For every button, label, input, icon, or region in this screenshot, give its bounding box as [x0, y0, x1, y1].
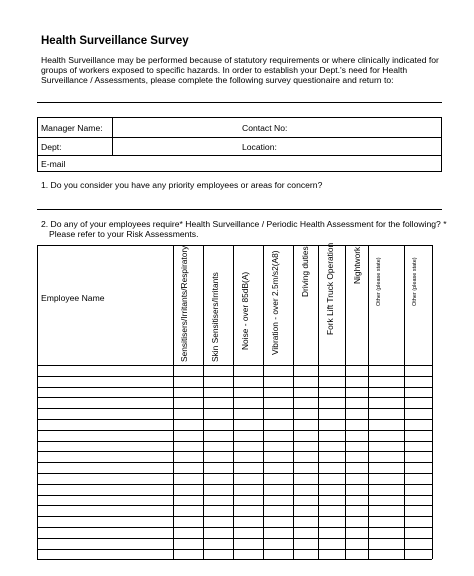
table-row-line [37, 419, 432, 420]
table-border-left [37, 245, 38, 559]
form-divider-2 [37, 155, 442, 156]
table-row-line [37, 397, 432, 398]
table-border-right [432, 245, 433, 559]
table-row-line [37, 516, 432, 517]
intro-line-1: Health Surveillance may be performed because of statutory requirements or where clinically indicated for [41, 55, 439, 65]
table-column-line [173, 245, 174, 559]
contact-no-label: Contact No: [242, 123, 288, 133]
table-row-line [37, 538, 432, 539]
intro-line-3: Surveillance / Assessments, please complete the following survey questionaire and return to: [41, 75, 394, 85]
table-row-line [37, 559, 432, 560]
table-row-line [37, 451, 432, 452]
table-row-line [37, 441, 432, 442]
dept-label: Dept: [41, 142, 62, 152]
form-divider-1 [37, 137, 442, 138]
table-row-line [37, 387, 432, 388]
table-column-line [263, 245, 264, 559]
table-row-line [37, 484, 432, 485]
question-1: 1. Do you consider you have any priority employees or areas for concern? [41, 180, 323, 190]
form-border-left [37, 117, 38, 171]
table-column-line [233, 245, 234, 559]
table-row-line [37, 495, 432, 496]
intro-line-2: groups of workers exposed to specific hazards. In order to establish your Dept.'s need for Health [41, 65, 408, 75]
page-title: Health Surveillance Survey [41, 35, 189, 47]
question-2-note: Please refer to your Risk Assessments. [49, 229, 199, 239]
form-label-divider [112, 117, 113, 155]
table-column-line [293, 245, 294, 559]
table-row-line [37, 527, 432, 528]
table-column-line [368, 245, 369, 559]
table-column-line [404, 245, 405, 559]
table-row-line [37, 505, 432, 506]
table-column-line [318, 245, 319, 559]
form-border-right [441, 117, 442, 171]
table-column-line [345, 245, 346, 559]
table-column-line [203, 245, 204, 559]
table-row-line [37, 376, 432, 377]
table-row-line [37, 462, 432, 463]
form-border-bottom [37, 171, 442, 172]
return-address-line [37, 102, 442, 103]
question-2: 2. Do any of your employees require* Health Surveillance / Periodic Health Assessment for the following? * [41, 219, 447, 229]
form-border-top [37, 117, 442, 118]
location-label: Location: [242, 142, 277, 152]
table-row-line [37, 549, 432, 550]
email-label: E-mail [41, 159, 66, 169]
manager-name-label: Manager Name: [41, 123, 103, 133]
table-row-line [37, 473, 432, 474]
table-row-line [37, 408, 432, 409]
table-header-divider [37, 365, 432, 366]
question-1-answer-line [37, 209, 442, 210]
employee-name-header: Employee Name [41, 293, 105, 303]
table-border-top [37, 245, 432, 246]
table-row-line [37, 430, 432, 431]
